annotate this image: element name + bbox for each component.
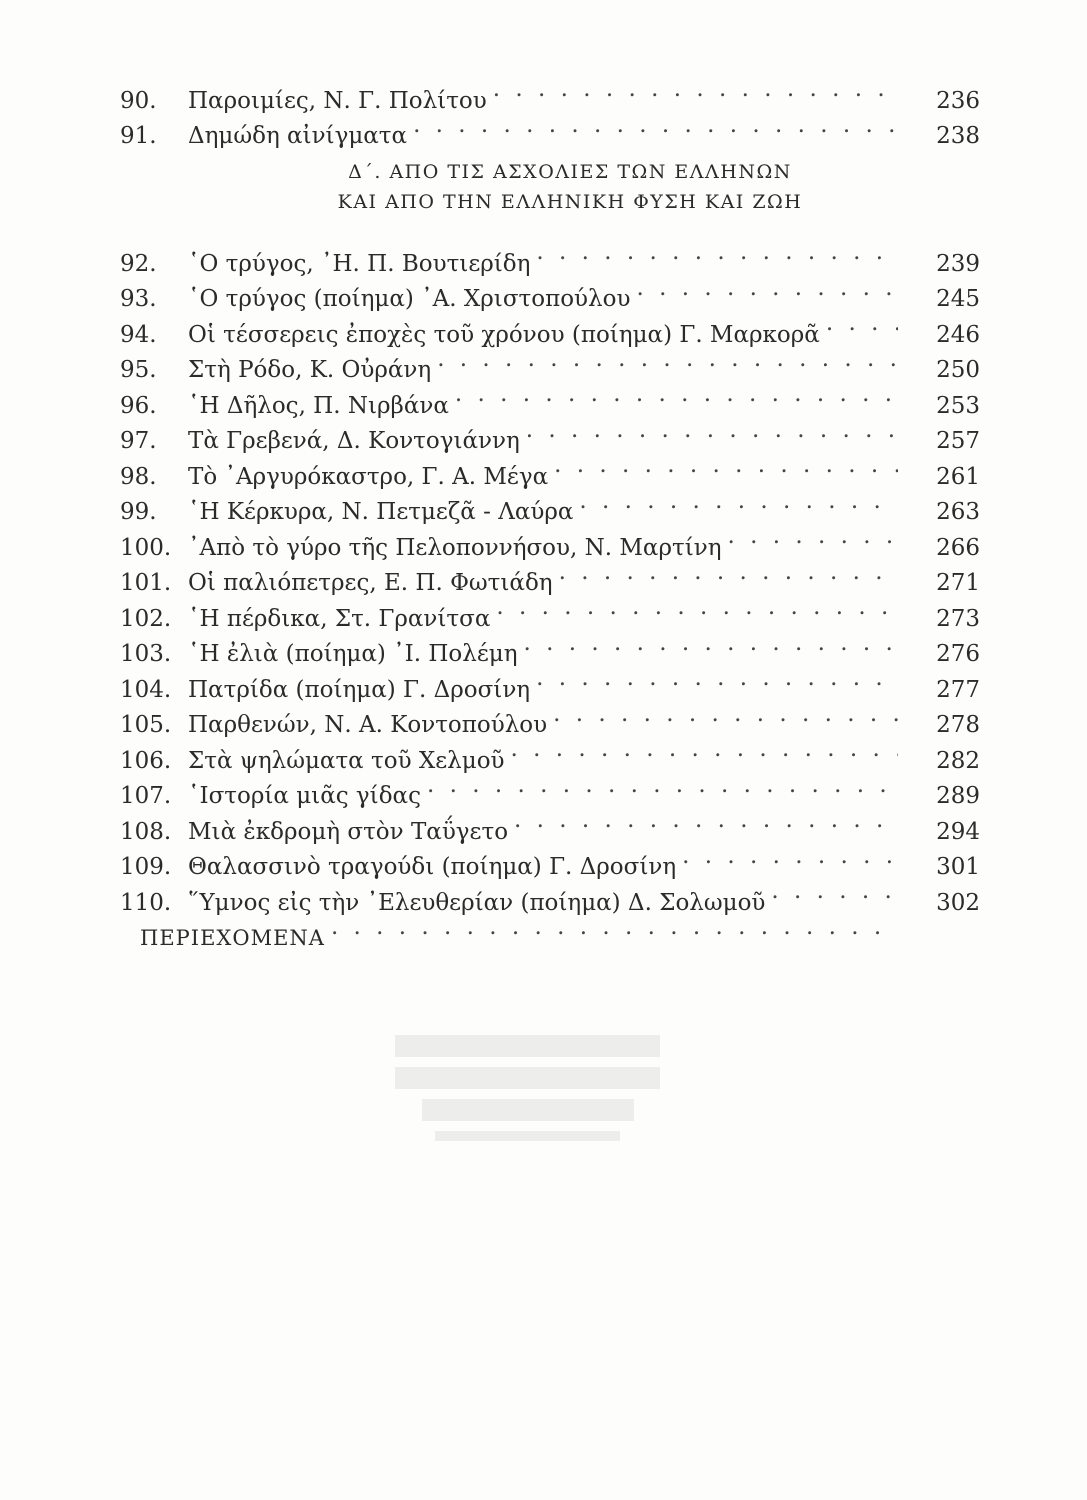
entry-number: 102. xyxy=(120,605,172,632)
entry-number: 109. xyxy=(120,854,172,880)
entry-number: 101. xyxy=(120,570,172,596)
entry-number: 110. xyxy=(120,889,172,916)
entry-title: ῾Η Κέρκυρα, Ν. Πετμεζᾶ - Λαύρα xyxy=(188,499,574,525)
entry-page: 238 xyxy=(936,123,980,149)
dot-leader xyxy=(579,484,898,520)
entry-title: ᾿Απὸ τὸ γύρο τῆς Πελοποννήσου, Ν. Μαρτίνη xyxy=(188,534,722,561)
entry-page: 266 xyxy=(936,534,980,561)
entry-number: 107. xyxy=(120,783,172,809)
entry-title: ῾Ο τρύγος (ποίημα) ᾿Α. Χριστοπούλου xyxy=(188,286,631,312)
entry-title: Θαλασσινὸ τραγούδι (ποίημα) Γ. Δροσίνη xyxy=(188,854,677,880)
entry-title: Οἱ τέσσερεις ἐποχὲς τοῦ χρόνου (ποίημα) Γ. Μαρκορᾶ xyxy=(188,321,820,348)
dot-leader xyxy=(536,661,898,697)
entry-page: 250 xyxy=(936,357,980,383)
dot-leader xyxy=(826,306,898,342)
entry-title: Δημώδη αἰνίγματα xyxy=(188,123,408,149)
entry-number: 105. xyxy=(120,712,172,738)
entry-title: Παροιμίες, Ν. Γ. Πολίτου xyxy=(188,87,487,114)
entry-title: ῾Η Δῆλος, Π. Νιρβάνα xyxy=(188,392,449,419)
section-heading-line-2: ΚΑΙ ΑΠΟ ΤΗΝ ΕΛΛΗΝΙΚΗ ΦΥΣΗ ΚΑΙ ΖΩΗ xyxy=(337,191,803,213)
dot-leader xyxy=(455,377,898,413)
entry-number: 99. xyxy=(120,499,157,525)
dot-leader xyxy=(559,555,898,591)
section-heading-line-1: Δ΄. ΑΠΟ ΤΙΣ ΑΣΧΟΛΙΕΣ ΤΩΝ ΕΛΛΗΝΩΝ xyxy=(348,161,792,183)
dot-leader xyxy=(514,803,898,839)
dot-leader xyxy=(523,626,898,662)
dot-leader xyxy=(526,413,898,449)
entry-page: 277 xyxy=(936,676,980,703)
dot-leader xyxy=(496,590,898,626)
entry-number: 91. xyxy=(120,123,157,149)
entry-page: 253 xyxy=(936,392,980,419)
faded-library-stamp xyxy=(395,1035,660,1215)
entry-title: Τὰ Γρεβενά, Δ. Κοντογιάννη xyxy=(188,428,520,454)
dot-leader xyxy=(554,448,898,484)
entry-page: 289 xyxy=(936,783,980,809)
entry-page: 282 xyxy=(936,747,980,774)
entry-title: Παρθενών, Ν. Α. Κοντοπούλου xyxy=(188,712,548,738)
entry-title: Στὰ ψηλώματα τοῦ Χελμοῦ xyxy=(188,747,505,774)
entry-title: Στὴ Ρόδο, Κ. Οὐράνη xyxy=(188,357,432,383)
entry-number: 90. xyxy=(120,87,157,114)
entry-page: 278 xyxy=(936,712,980,738)
dot-leader xyxy=(437,342,898,378)
entry-page: 263 xyxy=(936,499,980,525)
entry-page: 239 xyxy=(936,250,980,277)
entry-number: 104. xyxy=(120,676,172,703)
entry-page: 257 xyxy=(936,428,980,454)
entry-page: 302 xyxy=(936,889,980,916)
entry-page: 236 xyxy=(936,87,980,114)
entry-title: ῞Υμνος εἰς τὴν ᾿Ελευθερίαν (ποίημα) Δ. Σολωμοῦ xyxy=(188,889,766,916)
entry-page: 276 xyxy=(936,641,980,667)
entry-page: 261 xyxy=(936,463,980,490)
toc-entry xyxy=(120,235,980,277)
entry-page: 246 xyxy=(936,321,980,348)
dot-leader xyxy=(682,839,898,875)
table-of-contents xyxy=(120,72,980,950)
dot-leader xyxy=(511,732,898,768)
dot-leader xyxy=(636,271,898,307)
dot-leader xyxy=(727,519,898,555)
entry-number: 92. xyxy=(120,250,157,277)
entry-title: Μιὰ ἐκδρομὴ στὸν Ταΰγετο xyxy=(188,818,509,845)
entry-number: 108. xyxy=(120,818,172,845)
entry-number: 94. xyxy=(120,321,157,348)
entry-number: 96. xyxy=(120,392,157,419)
entry-number: 106. xyxy=(120,747,172,774)
entry-title: Οἱ παλιόπετρες, Ε. Π. Φωτιάδη xyxy=(188,570,553,596)
entry-page: 271 xyxy=(936,570,980,596)
dot-leader xyxy=(536,235,898,271)
entry-page: 294 xyxy=(936,818,980,845)
entry-number: 95. xyxy=(120,357,157,383)
entry-title: Πατρίδα (ποίημα) Γ. Δροσίνη xyxy=(188,676,531,703)
entry-number: 98. xyxy=(120,463,157,490)
dot-leader xyxy=(427,768,898,804)
dot-leader xyxy=(413,108,898,144)
entry-page: 273 xyxy=(936,605,980,632)
contents-label: ΠΕΡΙΕΧΟΜΕΝΑ xyxy=(140,926,325,950)
section-heading xyxy=(120,143,980,235)
entry-page: 245 xyxy=(936,286,980,312)
entry-title: ῾Η ἐλιὰ (ποίημα) ᾿Ι. Πολέμη xyxy=(188,641,518,667)
entry-number: 93. xyxy=(120,286,157,312)
entry-number: 97. xyxy=(120,428,157,454)
dot-leader xyxy=(493,72,898,108)
dot-leader xyxy=(553,697,898,733)
entry-number: 100. xyxy=(120,534,172,561)
entry-page: 301 xyxy=(936,854,980,880)
entry-title: Τὸ ᾿Αργυρόκαστρο, Γ. Α. Μέγα xyxy=(188,463,549,490)
dot-leader xyxy=(331,910,898,946)
entry-number: 103. xyxy=(120,641,172,667)
toc-entry xyxy=(120,72,980,114)
entry-title: ῾Ιστορία μιᾶς γίδας xyxy=(188,783,421,809)
dot-leader xyxy=(771,874,898,910)
entry-title: ῾Η πέρδικα, Στ. Γρανίτσα xyxy=(188,605,491,632)
entry-title: ῾Ο τρύγος, ᾿Η. Π. Βουτιερίδη xyxy=(188,250,531,277)
